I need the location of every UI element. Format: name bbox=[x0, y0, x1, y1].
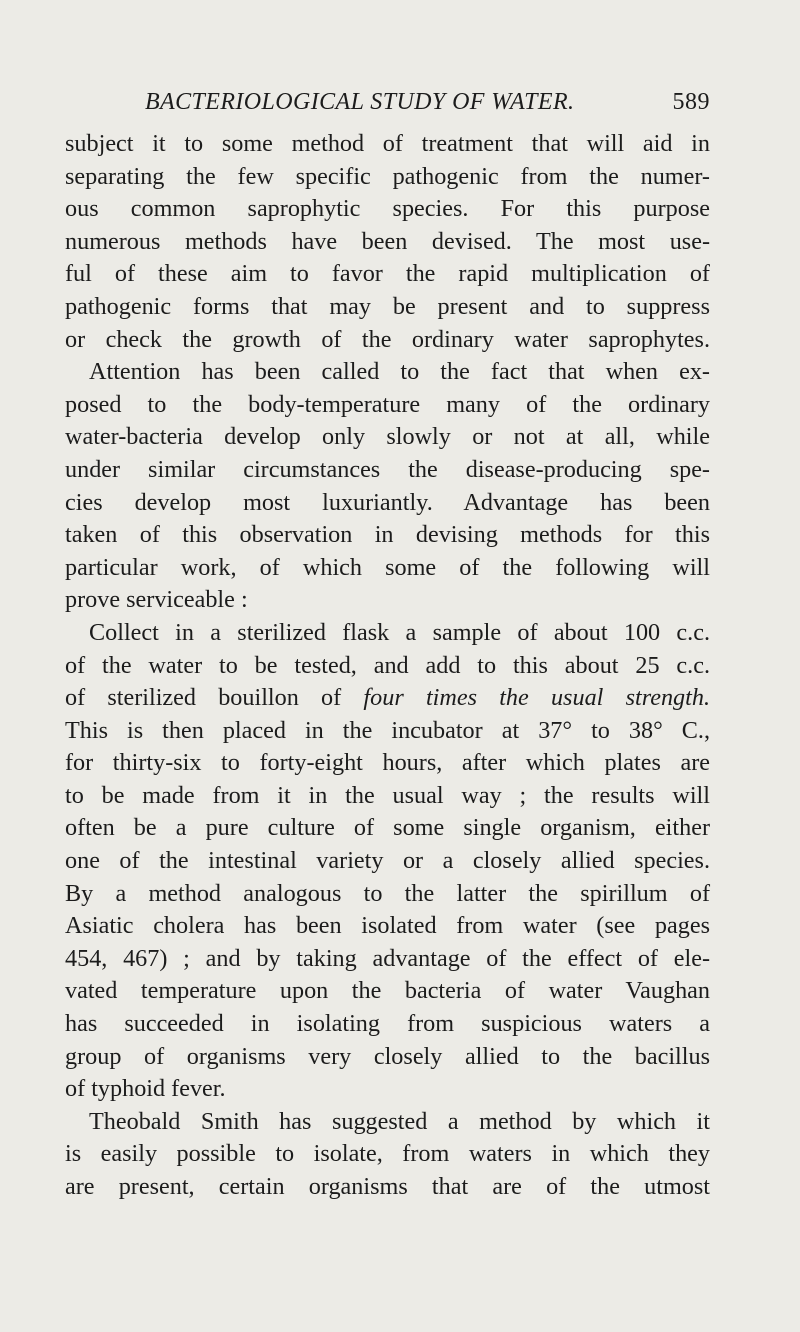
text-line bbox=[65, 519, 710, 552]
text-line bbox=[65, 487, 710, 520]
text-line bbox=[65, 910, 710, 943]
text-line-content: or check the growth of the ordinary water saprophytes. bbox=[65, 325, 710, 353]
text-line-content: is easily possible to isolate, from waters in which they bbox=[65, 1140, 710, 1168]
text-line-content: Collect in a sterilized flask a sample of about 100 c.c. bbox=[89, 618, 710, 646]
text-line bbox=[65, 878, 710, 911]
text-line-content: has succeeded in isolating from suspicious waters a bbox=[65, 1010, 710, 1038]
text-line-content: By a method analogous to the latter the spirillum of bbox=[65, 879, 710, 907]
text-line-content: cies develop most luxuriantly. Advantage has been bbox=[65, 488, 710, 516]
text-line-content: group of organisms very closely allied to the bacillus bbox=[65, 1042, 710, 1070]
text-line-content: water-bacteria develop only slowly or not at all, while bbox=[65, 423, 710, 451]
text-line bbox=[65, 1171, 710, 1204]
text-line bbox=[65, 780, 710, 813]
text-line bbox=[65, 389, 710, 422]
text-line-content: posed to the body-temperature many of the ordinary bbox=[65, 390, 710, 418]
text-line bbox=[65, 258, 710, 291]
text-line bbox=[65, 617, 710, 650]
text-line-content: of sterilized bouillon of bbox=[65, 684, 342, 712]
text-line bbox=[65, 291, 710, 324]
text-line bbox=[65, 324, 710, 357]
text-line bbox=[65, 161, 710, 194]
text-line-content: Attention has been called to the fact that when ex- bbox=[89, 358, 710, 386]
running-title: BACTERIOLOGICAL STUDY OF WATER. bbox=[145, 89, 575, 115]
text-line-content: pathogenic forms that may be present and to suppress bbox=[65, 292, 710, 320]
text-line-content: numerous methods have been devised. The most use- bbox=[65, 227, 710, 255]
text-line-content: This is then placed in the incubator at 37° to 38° C., bbox=[65, 716, 710, 744]
text-line bbox=[65, 1008, 710, 1041]
text-line-content: separating the few specific pathogenic from the numer- bbox=[65, 162, 710, 190]
text-line bbox=[65, 421, 710, 454]
text-line bbox=[65, 943, 710, 976]
text-line bbox=[65, 552, 710, 585]
text-line bbox=[65, 682, 710, 715]
text-line-content: ful of these aim to favor the rapid multiplication of bbox=[65, 260, 710, 288]
text-line-content: taken of this observation in devising methods for this bbox=[65, 521, 710, 549]
text-line-content: Asiatic cholera has been isolated from water (see pages bbox=[65, 912, 710, 940]
text-line-content: to be made from it in the usual way ; the results will bbox=[65, 781, 710, 809]
text-line bbox=[65, 128, 710, 161]
text-line bbox=[65, 845, 710, 878]
text-line-content: ous common saprophytic species. For this purpose bbox=[65, 195, 710, 223]
text-line-content: are present, certain organisms that are of the utmost bbox=[65, 1173, 710, 1200]
text-line-content: under similar circumstances the disease-producing spe- bbox=[65, 455, 710, 483]
text-line-content: prove serviceable : bbox=[65, 586, 248, 614]
text-line bbox=[65, 1041, 710, 1074]
text-line bbox=[65, 1073, 710, 1106]
text-line-content: Theobald Smith has suggested a method by which it bbox=[89, 1107, 710, 1135]
body-text bbox=[65, 128, 710, 1204]
text-line bbox=[65, 584, 710, 617]
text-line bbox=[65, 1106, 710, 1139]
text-line bbox=[65, 356, 710, 389]
running-head bbox=[145, 88, 710, 116]
text-line bbox=[65, 975, 710, 1008]
text-line bbox=[65, 193, 710, 226]
text-line-content: of the water to be tested, and add to this about 25 c.c. bbox=[65, 651, 710, 679]
text-line-content: of typhoid fever. bbox=[65, 1075, 226, 1103]
text-line-content: one of the intestinal variety or a closely allied species. bbox=[65, 847, 710, 875]
text-line bbox=[65, 226, 710, 259]
text-line bbox=[65, 454, 710, 487]
text-line-content: vated temperature upon the bacteria of water Vaughan bbox=[65, 977, 710, 1005]
text-line-content: 454, 467) ; and by taking advantage of the effect of ele- bbox=[65, 944, 710, 972]
page-number: 589 bbox=[672, 89, 710, 115]
text-line-content: often be a pure culture of some single organism, either bbox=[65, 814, 710, 842]
text-line-content: particular work, of which some of the following will bbox=[65, 553, 710, 581]
text-line-content: subject it to some method of treatment that will aid in bbox=[65, 130, 710, 157]
text-line bbox=[65, 812, 710, 845]
italic-phrase: four times the usual strength. bbox=[363, 684, 711, 712]
text-line-content: for thirty-six to forty-eight hours, after which plates are bbox=[65, 749, 710, 777]
text-line bbox=[65, 747, 710, 780]
text-line bbox=[65, 715, 710, 748]
text-line bbox=[65, 650, 710, 683]
text-line bbox=[65, 1138, 710, 1171]
